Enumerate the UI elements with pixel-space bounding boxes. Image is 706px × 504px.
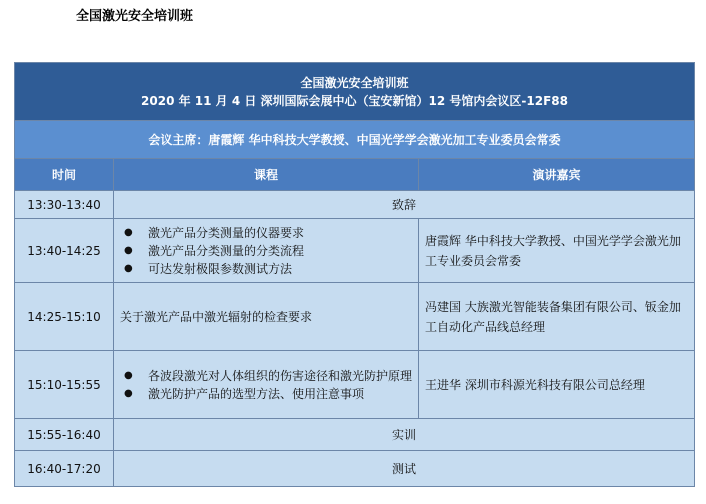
speaker-cell: 唐霞辉 华中科技大学教授、中国光学学会激光加工专业委员会常委 [419, 219, 695, 283]
list-item: ● 各波段激光对人体组织的伤害途径和激光防护原理 [120, 367, 412, 385]
schedule-title: 全国激光安全培训班 [300, 75, 409, 90]
page-title: 全国激光安全培训班 [76, 9, 194, 24]
chair-info: 会议主席：唐霞辉 华中科技大学教授、中国光学学会激光加工专业委员会常委 [15, 121, 695, 159]
chair-row [15, 121, 695, 159]
course-cell: 关于激光产品中激光辐射的检查要求 [114, 283, 419, 351]
time-cell: 13:40-14:25 [15, 219, 114, 283]
column-header-speaker: 演讲嘉宾 [419, 159, 695, 191]
time-cell: 13:30-13:40 [15, 191, 114, 219]
speaker-cell: 冯建国 大族激光智能装备集团有限公司、钣金加工自动化产品线总经理 [419, 283, 695, 351]
speaker-cell: 王进华 深圳市科源光科技有限公司总经理 [419, 351, 695, 419]
schedule-header [15, 63, 695, 121]
session-cell: 测试 [114, 451, 695, 487]
table-row [15, 451, 695, 487]
column-header-course: 课程 [114, 159, 419, 191]
course-cell [114, 351, 419, 419]
table-row [15, 219, 695, 283]
column-header-row [15, 159, 695, 191]
time-cell: 16:40-17:20 [15, 451, 114, 487]
list-item: ● 激光防护产品的选型方法、使用注意事项 [120, 385, 412, 403]
table-row [15, 419, 695, 451]
schedule-table [14, 62, 695, 487]
column-header-time: 时间 [15, 159, 114, 191]
course-cell [114, 219, 419, 283]
list-item: ● 激光产品分类测量的分类流程 [120, 242, 412, 260]
list-item: ● 激光产品分类测量的仪器要求 [120, 224, 412, 242]
table-row [15, 191, 695, 219]
schedule-subtitle: 2020 年 11 月 4 日 深圳国际会展中心（宝安新馆）12 号馆内会议区-12F88 [141, 93, 568, 108]
list-item: ● 可达发射极限参数测试方法 [120, 260, 412, 278]
time-cell: 15:10-15:55 [15, 351, 114, 419]
table-header-row [15, 63, 695, 121]
session-cell: 实训 [114, 419, 695, 451]
table-row [15, 283, 695, 351]
time-cell: 14:25-15:10 [15, 283, 114, 351]
session-cell: 致辞 [114, 191, 695, 219]
table-row [15, 351, 695, 419]
time-cell: 15:55-16:40 [15, 419, 114, 451]
